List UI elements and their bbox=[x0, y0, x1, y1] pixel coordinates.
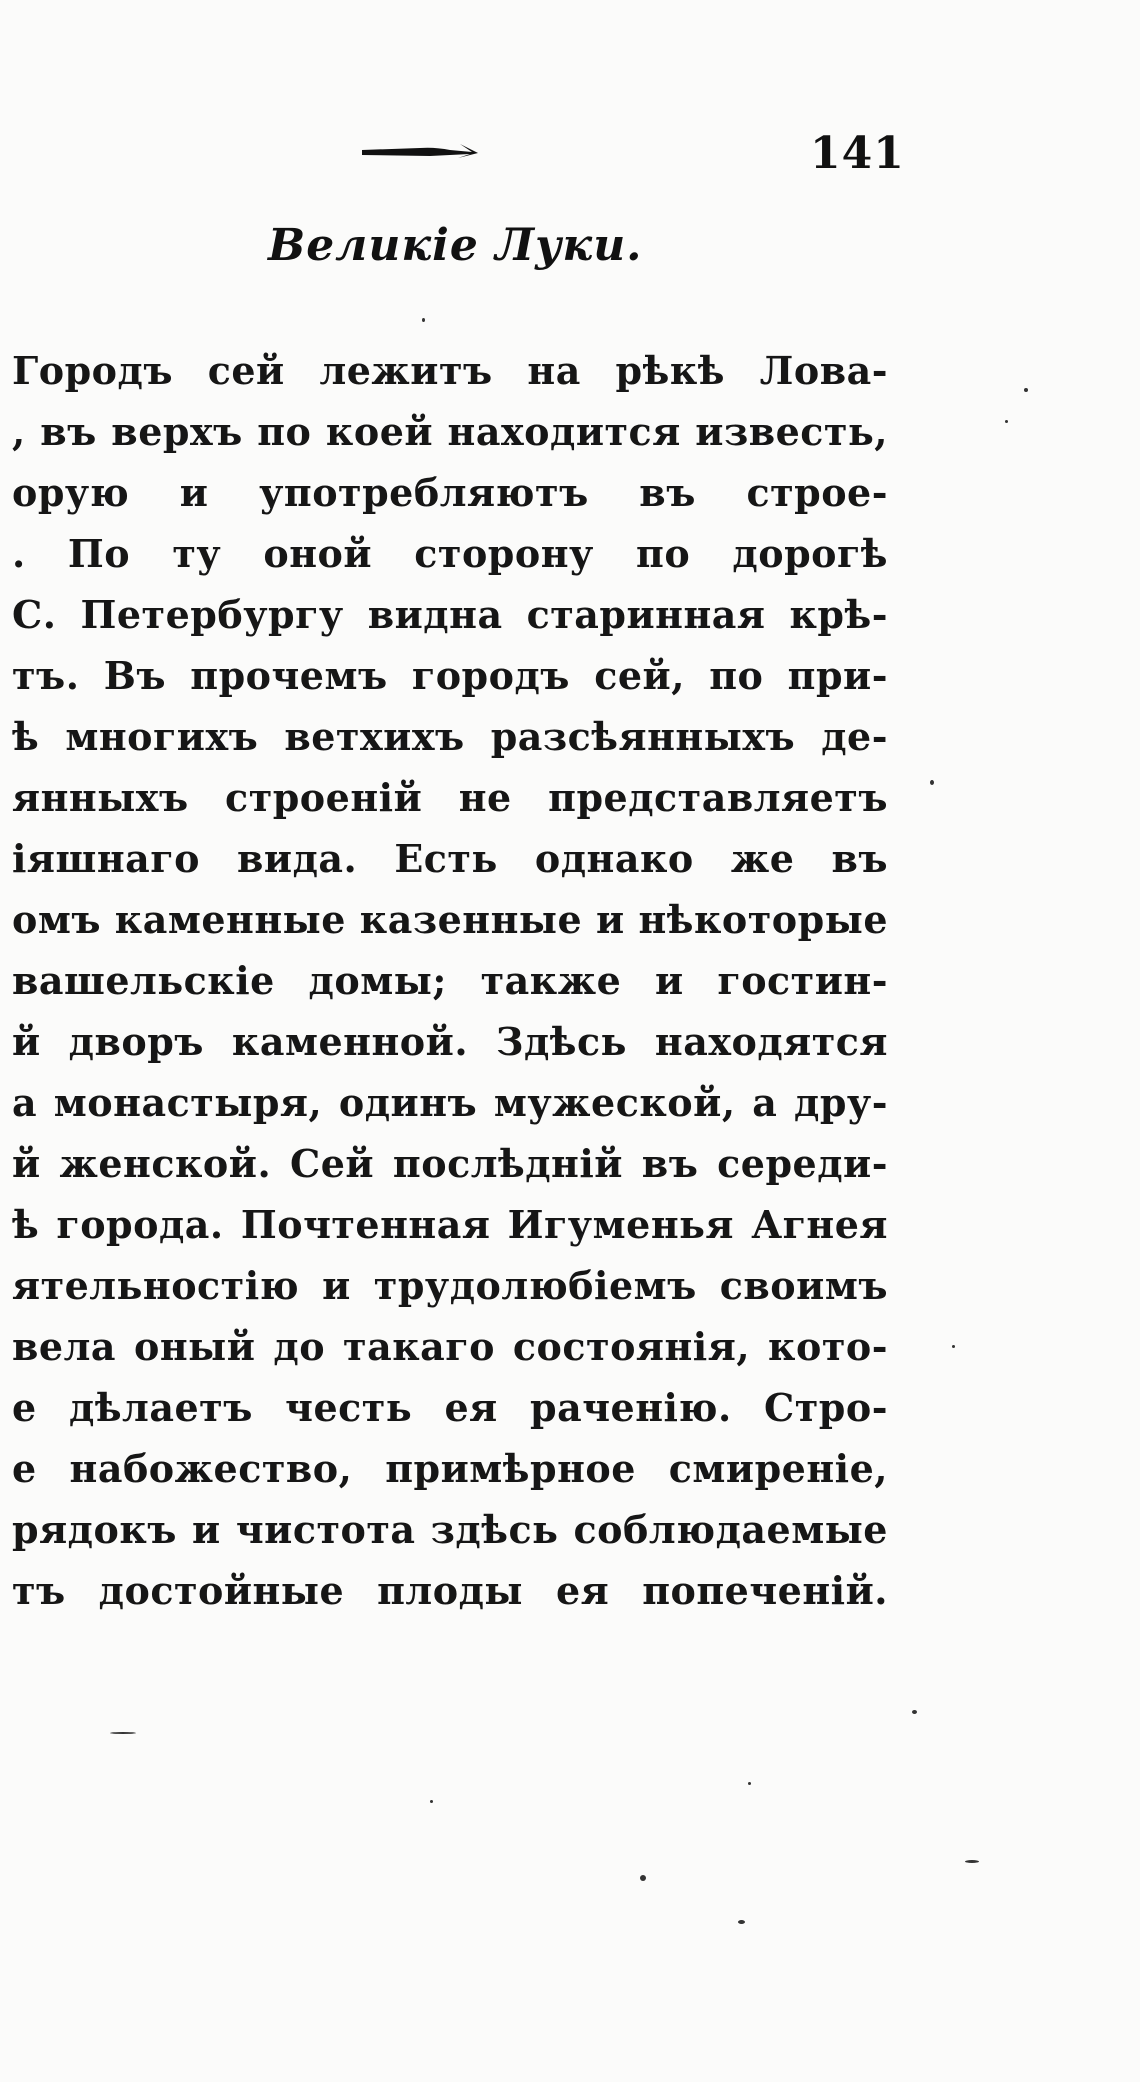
scan-speck bbox=[952, 1345, 955, 1348]
text-line: , въ верхъ по коей находится известь, bbox=[12, 409, 888, 454]
text-line: а монастыря, одинъ мужеской, а дру- bbox=[12, 1080, 888, 1125]
body-text bbox=[0, 340, 912, 1621]
text-line: ѣ многихъ ветхихъ разсѣянныхъ де- bbox=[12, 714, 888, 759]
scan-speck bbox=[430, 1800, 433, 1803]
scan-speck bbox=[930, 780, 934, 785]
text-line: омъ каменные казенные и нѣкоторые bbox=[12, 897, 888, 942]
page-title: Великiе Луки. bbox=[268, 220, 643, 271]
page-number: 141 bbox=[810, 128, 905, 179]
scan-speck bbox=[1024, 388, 1028, 392]
scan-speck bbox=[912, 1710, 917, 1714]
text-line: орую и употребляютъ въ строе- bbox=[12, 470, 888, 515]
scan-speck bbox=[1005, 420, 1008, 423]
text-line: янныхъ строенiй не представляетъ bbox=[12, 775, 888, 820]
text-line: тъ. Въ прочемъ городъ сей, по при- bbox=[12, 653, 888, 698]
scan-speck bbox=[640, 1875, 646, 1881]
text-line: рядокъ и чистота здѣсь соблюдаемые bbox=[12, 1507, 888, 1552]
scan-speck bbox=[110, 1732, 136, 1734]
text-line: iяшнаго вида. Есть однако же въ bbox=[12, 836, 888, 881]
text-line: е дѣлаетъ честь ея раченiю. Стро- bbox=[12, 1385, 888, 1430]
text-line: ятельностiю и трудолюбiемъ своимъ bbox=[12, 1263, 888, 1308]
text-line: ѣ города. Почтенная Игуменья Агнея bbox=[12, 1202, 888, 1247]
text-line: й женской. Сей послѣднiй въ середи- bbox=[12, 1141, 888, 1186]
text-line: е набожество, примѣрное смиренiе, bbox=[12, 1446, 888, 1491]
ornament-icon bbox=[360, 138, 500, 166]
scan-speck bbox=[738, 1920, 745, 1924]
text-line: вела оный до такаго состоянiя, кото- bbox=[12, 1324, 888, 1369]
text-line: . По ту оной сторону по дорогѣ bbox=[12, 531, 888, 576]
text-line: й дворъ каменной. Здѣсь находятся bbox=[12, 1019, 888, 1064]
text-line: Городъ сей лежитъ на рѣкѣ Лова- bbox=[12, 348, 888, 393]
text-line: вашельскiе домы; также и гостин- bbox=[12, 958, 888, 1003]
scan-speck bbox=[965, 1860, 979, 1863]
scan-speck bbox=[422, 318, 425, 322]
scan-speck bbox=[748, 1782, 751, 1785]
text-line: тъ достойные плоды ея попеченiй. bbox=[12, 1568, 888, 1613]
text-line: С. Петербургу видна старинная крѣ- bbox=[12, 592, 888, 637]
